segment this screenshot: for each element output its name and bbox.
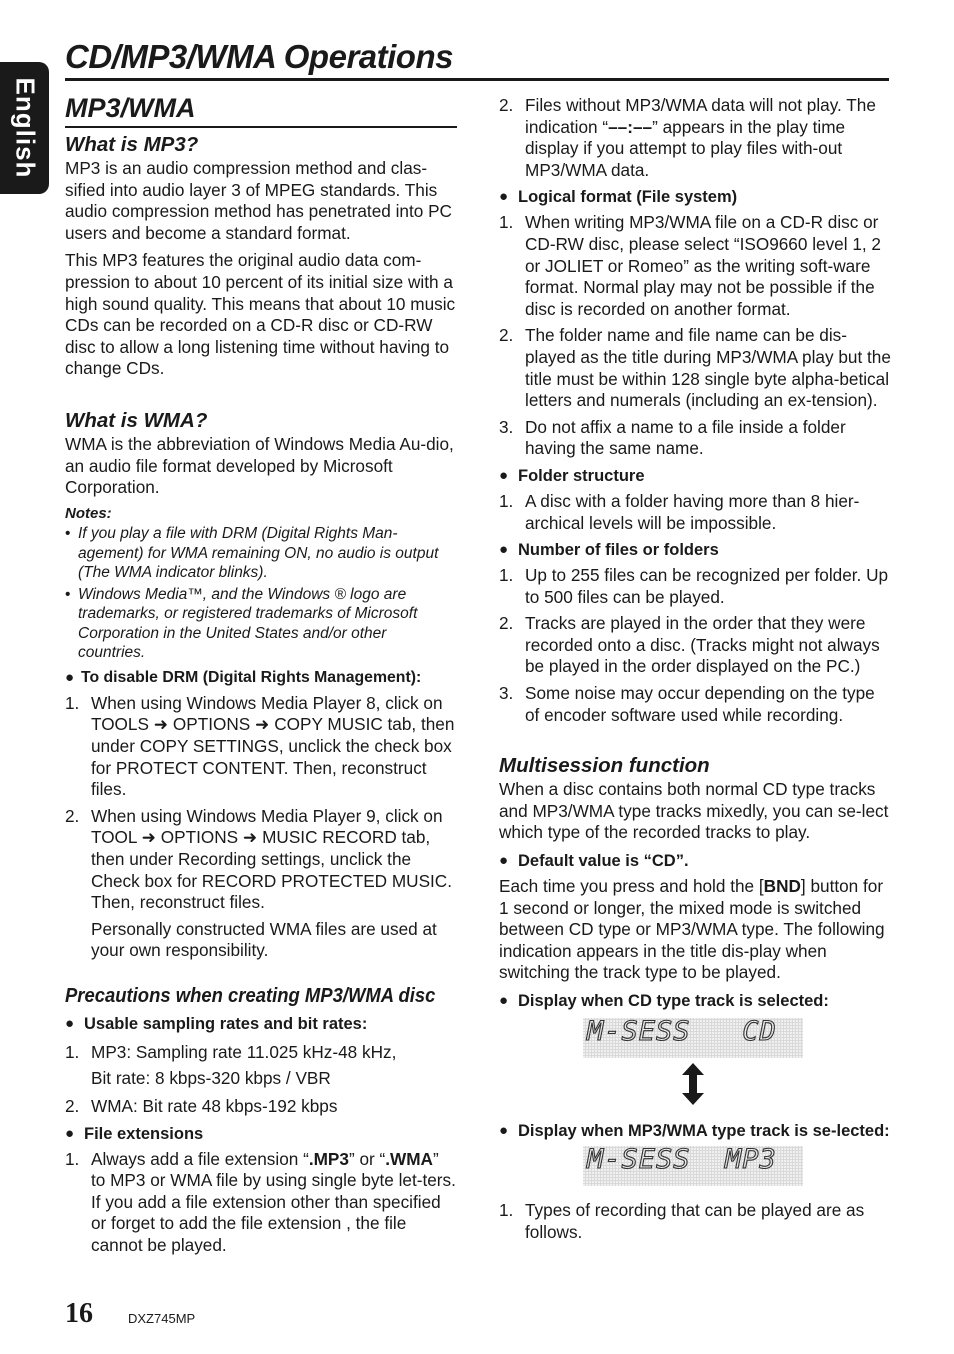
multisession-paragraph-2: Each time you press and hold the [BND] button for 1 second or longer, the mixed mode is switched between CD type or MP3/WMA type. The following indication appears in the title dis-play when switching the track type to be played. <box>499 876 885 983</box>
logical-format-item: 2. The folder name and file name can be dis-played as the title during MP3/WMA play but the title must be within 128 single byte alpha-betical letters and numerals (including an ex-tension). <box>499 325 891 411</box>
drm-heading: ● To disable DRM (Digital Rights Management): <box>65 667 457 689</box>
file-count-item: 1. Up to 255 files can be recognized per folder. Up to 500 files can be played. <box>499 565 889 607</box>
sampling-item: 2. WMA: Bit rate 48 kbps-192 kbps <box>65 1095 338 1116</box>
file-extension-item: 1. Always add a file extension “.MP3” or “.WMA” to MP3 or WMA file by using single byte let-ters. If you add a file extension other than specified or forget to add the file extension , the file cannot be played. <box>65 1148 456 1255</box>
drm-note: Personally constructed WMA files are used at your own responsibility. <box>91 918 437 961</box>
note-item: • Windows Media™, and the Windows ® logo are trademarks, or registered trademarks of Microsoft Corporation in the United States and/or other countries. <box>65 585 457 663</box>
folder-structure-item: 1. A disc with a folder having more than 8 hier-archical levels will be impossible. <box>499 490 860 533</box>
page-title: CD/MP3/WMA Operations <box>65 38 453 75</box>
logical-format-item: 3. Do not affix a name to a file inside a folder having the same name. <box>499 416 846 459</box>
left-column <box>65 92 457 1262</box>
sampling-item: 1. MP3: Sampling rate 11.025 kHz-48 kHz, Bit rate: 8 kbps-320 kbps / VBR <box>65 1041 397 1088</box>
what-is-mp3-heading: What is MP3? <box>65 133 199 156</box>
note-item: • If you play a file with DRM (Digital Rights Man-agement) for WMA remaining ON, no audio is output (The WMA indicator blinks). <box>65 524 457 583</box>
language-tab <box>0 62 49 194</box>
mp3-paragraph-2: This MP3 features the original audio data com-pression to about 10 percent of its initial size with a high sound quality. This means that about 10 music CDs can be recorded on a CD-R disc or CD-RW disc to allow a long listening time without having to change CDs. <box>65 250 456 379</box>
sampling-heading: ● Usable sampling rates and bit rates: <box>65 1013 457 1035</box>
title-rule <box>65 78 889 81</box>
logical-format-heading: ● Logical format (File system) <box>499 186 891 208</box>
language-tab-label: English <box>10 77 40 179</box>
recording-types-item: 1. Types of recording that can be played are as follows. <box>499 1200 865 1242</box>
page-number: 16 <box>65 1298 93 1329</box>
multisession-paragraph-1: When a disc contains both normal CD type tracks and MP3/WMA type tracks mixedly, you can se-lect which type of the recorded tracks to play. <box>499 779 889 843</box>
notes-label: Notes: <box>65 504 112 522</box>
lcd-display-cd: M-SESS CD <box>583 1018 803 1058</box>
what-is-wma-heading: What is WMA? <box>65 408 208 432</box>
drm-item: 1. When using Windows Media Player 8, click on TOOLS ➜ OPTIONS ➜ COPY MUSIC tab, then under COPY SETTINGS, unclick the check box for PROTECT CONTENT. Then, reconstruct files. <box>65 692 455 800</box>
drm-item: 2. When using Windows Media Player 9, click on TOOL ➜ OPTIONS ➜ MUSIC RECORD tab, then under Recording settings, unclick the Check box for RECORD PROTECTED MUSIC. Then, reconstruct files. <box>65 805 452 913</box>
lcd-display-mp3: M-SESS MP3 <box>583 1146 803 1186</box>
logical-format-item: 1. When writing MP3/WMA file on a CD-R disc or CD-RW disc, please select “ISO9660 level 1, 2 or JOLIET or Romeo” as the writing soft-ware format. Normal play may not be possible if the disc is recorded on another format. <box>499 212 881 319</box>
file-count-item: 3. Some noise may occur depending on the type of encoder software used while recording. <box>499 683 875 725</box>
up-down-arrow-icon <box>583 1062 803 1106</box>
file-count-heading: ● Number of files or folders <box>499 539 891 561</box>
multisession-heading: Multisession function <box>499 754 710 778</box>
mp3-paragraph-1: MP3 is an audio compression method and clas-sified into audio layer 3 of MPEG standards. This audio compression method has penetrated into PC users and become a standard format. <box>65 158 452 243</box>
cd-display-heading: ● Display when CD type track is selected: <box>499 990 891 1012</box>
wma-paragraph: WMA is the abbreviation of Windows Media Au-dio, an audio file format developed by Microsoft Corporation. <box>65 433 454 498</box>
bnd-key: BND <box>763 876 801 897</box>
no-data-item: 2. Files without MP3/WMA data will not play. The indication “––:––” appears in the play time display if you attempt to play files with-out MP3/WMA data. <box>499 95 876 180</box>
default-value-heading: ● Default value is “CD”. <box>499 850 891 872</box>
right-column <box>499 95 891 1248</box>
mp3-display-heading: ● Display when MP3/WMA type track is se-lected: <box>499 1120 891 1142</box>
file-extensions-heading: ● File extensions <box>65 1123 457 1145</box>
file-count-item: 2. Tracks are played in the order that they were recorded onto a disc. (Tracks might not always be played in the order displayed on the PC.) <box>499 613 880 677</box>
precautions-heading: Precautions when creating MP3/WMA disc <box>65 983 436 1007</box>
section-title: MP3/WMA <box>65 92 457 128</box>
folder-structure-heading: ● Folder structure <box>499 465 891 487</box>
model-number: DXZ745MP <box>128 1311 196 1326</box>
